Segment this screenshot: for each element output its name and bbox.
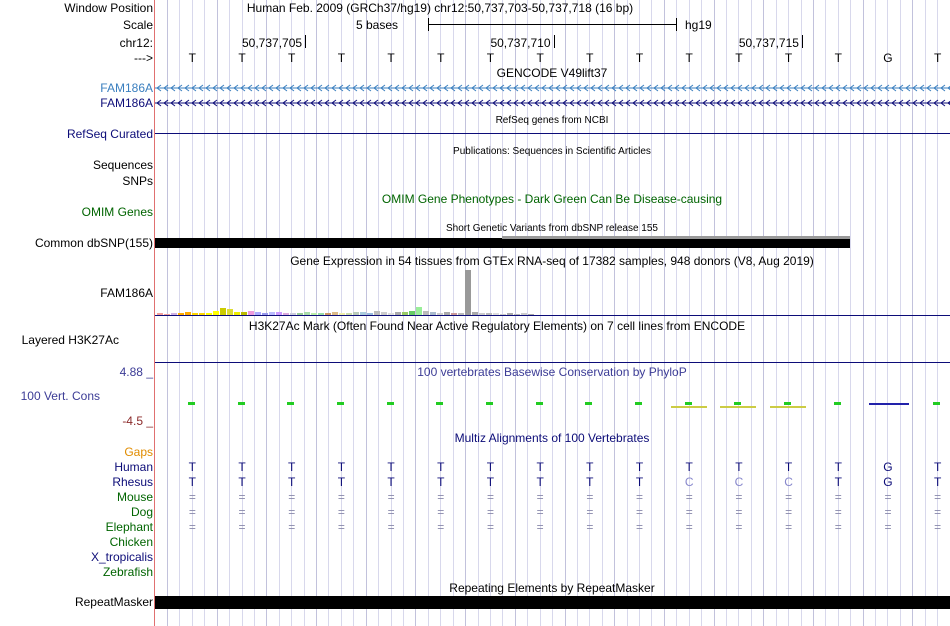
alignment-base: = [288,520,296,534]
alignment-base: T [586,475,594,489]
gtex-tissue-bar[interactable] [465,270,471,315]
gtex-expression-plot[interactable] [155,268,950,315]
track-labels [0,0,155,626]
alignment-base: T [387,475,395,489]
alignment-base: G [883,460,893,474]
base: T [685,51,693,65]
gtex-tissue-bar[interactable] [220,308,226,315]
alignment-base: = [934,490,942,504]
phylop-min-label: -4.5 _ [122,414,153,428]
alignment-base: = [586,520,594,534]
phylop-label[interactable]: 100 Vert. Cons [20,389,100,403]
alignment-base: = [586,505,594,519]
alignment-base: = [387,505,395,519]
alignment-base: = [735,520,743,534]
alignment-base: T [933,460,942,474]
phylop-score-mark [685,402,692,405]
scale-bar-right-tick [676,18,677,31]
h3k27ac-title: H3K27Ac Mark (Often Found Near Active Regulatory Elements) on 7 cell lines from ENCODE [248,319,746,333]
omim-label[interactable]: OMIM Genes [81,205,153,219]
alignment-base: = [884,490,892,504]
species-label-chicken[interactable]: Chicken [109,535,153,549]
alignment-base: T [188,460,197,474]
dbsnp-title: Short Genetic Variants from dbSNP release 155 [446,223,658,234]
alignment-base: = [636,505,644,519]
repeatmasker-title: Repeating Elements by RepeatMasker [449,581,655,595]
refseq-title: RefSeq genes from NCBI [495,115,609,126]
alignment-base: T [685,460,693,474]
alignment-base: = [735,490,743,504]
alignment-base: = [238,520,246,534]
alignment-base: T [238,475,246,489]
species-label-zebrafish[interactable]: Zebrafish [102,565,153,579]
alignment-base: = [437,490,445,504]
alignment-base: = [238,490,246,504]
base: T [486,51,495,65]
strand-label: ---> [134,51,153,65]
alignment-base: = [884,520,892,534]
alignment-base: T [288,460,296,474]
base: T [933,51,942,65]
gencode-gene-1 [155,85,950,91]
alignment-base: = [536,520,544,534]
alignment-base: T [238,460,246,474]
alignment-base: = [387,520,395,534]
base: T [735,51,743,65]
alignment-base: = [636,490,644,504]
alignment-base: T [784,460,793,474]
alignment-base: = [387,490,395,504]
window-position-value: Human Feb. 2009 (GRCh37/hg19) chr12:50,737,703-50,737,718 (16 bp) [246,1,634,15]
scale-bar-left-tick [428,18,429,31]
scale-value: 5 bases [355,18,398,32]
alignment-base: = [288,505,296,519]
alignment-base: C [684,475,694,489]
alignment-base: = [288,490,296,504]
alignment-base: = [636,520,644,534]
alignment-base: = [486,505,494,519]
publications-title: Publications: Sequences in Scientific Articles [453,146,651,157]
base: T [586,51,594,65]
alignment-base: T [635,460,644,474]
phylop-score-mark [585,402,592,405]
alignment-base: = [685,490,693,504]
gencode-gene-models[interactable] [155,83,950,111]
alignment-base: T [437,460,445,474]
phylop-low-score-span [671,406,707,408]
alignment-base: T [337,475,346,489]
alignment-base: = [337,490,345,504]
repeatmasker-bar[interactable] [155,596,950,609]
gtex-baseline [155,315,950,316]
alignment-base: = [337,520,345,534]
alignment-base: = [735,505,743,519]
phylop-score-mark [784,402,791,405]
base: T [188,51,197,65]
base: T [437,51,445,65]
base: G [883,51,893,65]
alignment-base: T [735,460,743,474]
repeatmasker-label[interactable]: RepeatMasker [74,595,153,609]
coordinate-tick [554,35,555,48]
alignment-base: = [685,520,693,534]
base: T [635,51,644,65]
alignment-base: = [437,520,445,534]
gencode-title: GENCODE V49lift37 [496,66,608,80]
alignment-base: = [834,490,842,504]
phylop-score-mark [933,402,940,405]
window-position-label: Window Position [64,1,153,15]
base: T [288,51,296,65]
alignment-base: = [238,505,246,519]
alignment-base: T [834,475,842,489]
alignment-base: = [486,490,494,504]
phylop-score-mark [834,402,841,405]
phylop-score-mark [387,402,394,405]
phylop-score-mark [188,402,195,405]
species-label-mouse[interactable]: Mouse [116,490,153,504]
coordinate-tick [802,35,803,48]
coordinate-label: 50,737,705 [242,36,303,50]
alignment-base: T [486,460,495,474]
scale-label: Scale [122,18,153,32]
alignment-base: T [337,460,346,474]
alignment-base: = [486,520,494,534]
alignment-base: = [188,490,196,504]
snps-label[interactable]: SNPs [122,174,153,188]
phylop-score-mark [734,402,741,405]
gencode-gene-label-1[interactable]: FAM186A [100,81,153,95]
base: T [337,51,346,65]
alignment-base: = [834,520,842,534]
publications-label[interactable]: Sequences [92,158,153,172]
alignment-base: = [685,505,693,519]
species-label-human[interactable]: Human [114,460,153,474]
gtex-tissue-bar[interactable] [416,307,422,315]
alignment-base: T [387,460,395,474]
phylop-score-mark [238,402,245,405]
phylop-negative-span [869,403,909,405]
chrom-label: chr12: [119,36,153,50]
phylop-low-score-span [720,406,756,408]
alignment-base: T [933,475,942,489]
phylop-score-mark [486,402,493,405]
alignment-base: T [586,460,594,474]
multiz-title: Multiz Alignments of 100 Vertebrates [454,431,650,445]
phylop-max-label: 4.88 _ [119,365,153,379]
phylop-plot[interactable] [155,395,950,415]
gencode-gene-2 [155,100,950,106]
alignment-base: G [883,475,893,489]
alignment-base: T [486,475,495,489]
refseq-line [155,133,950,134]
alignment-base: C [734,475,744,489]
base: T [387,51,395,65]
h3k27ac-baseline [155,362,950,363]
base: T [784,51,793,65]
species-label-rhesus[interactable]: Rhesus [112,475,153,489]
gtex-title: Gene Expression in 54 tissues from GTEx RNA-seq of 17382 samples, 948 donors (V8, Aug 2019) [290,254,814,268]
alignment-base: T [437,475,445,489]
coordinate-label: 50,737,710 [490,36,551,50]
track-display[interactable] [155,0,950,626]
base: T [238,51,246,65]
alignment-base: = [785,505,793,519]
phylop-score-mark [337,402,344,405]
alignment-base: = [586,490,594,504]
species-label-dog[interactable]: Dog [130,505,153,519]
alignment-base: = [785,520,793,534]
alignment-base: = [437,505,445,519]
phylop-score-mark [287,402,294,405]
alignment-base: = [785,490,793,504]
gencode-gene-label-2[interactable]: FAM186A [100,96,153,110]
phylop-score-mark [635,402,642,405]
base: T [536,51,544,65]
alignment-base: T [188,475,197,489]
dbsnp-label[interactable]: Common dbSNP(155) [34,236,153,250]
alignment-base: = [934,505,942,519]
alignment-base: T [536,460,544,474]
scale-bar [428,24,677,25]
alignment-base: T [635,475,644,489]
phylop-low-score-span [770,406,806,408]
h3k27ac-label[interactable]: Layered H3K27Ac [21,333,119,347]
omim-title: OMIM Gene Phenotypes - Dark Green Can Be Disease-causing [381,192,723,206]
alignment-base: = [536,490,544,504]
species-label-x_tropicalis[interactable]: X_tropicalis [90,550,153,564]
alignment-base: = [188,520,196,534]
alignment-base: = [884,505,892,519]
assembly-label: hg19 [685,18,712,32]
phylop-score-mark [436,402,443,405]
alignment-base: T [288,475,296,489]
dbsnp-gray-bar [502,236,850,239]
alignment-base: = [536,505,544,519]
alignment-base: = [337,505,345,519]
alignment-base: = [934,520,942,534]
phylop-title: 100 vertebrates Basewise Conservation by PhyloP [417,365,687,379]
base: T [834,51,842,65]
dbsnp-bar[interactable] [155,238,850,248]
alignment-base: T [536,475,544,489]
alignment-base: = [834,505,842,519]
gtex-gene-label[interactable]: FAM186A [100,286,153,300]
refseq-label[interactable]: RefSeq Curated [66,127,153,141]
species-label-elephant[interactable]: Elephant [105,520,153,534]
alignment-base: C [784,475,793,489]
gaps-label[interactable]: Gaps [124,445,153,459]
coordinate-tick [305,35,306,48]
phylop-score-mark [536,402,543,405]
alignment-base: T [834,460,842,474]
coordinate-label: 50,737,715 [738,36,799,50]
alignment-base: = [188,505,196,519]
